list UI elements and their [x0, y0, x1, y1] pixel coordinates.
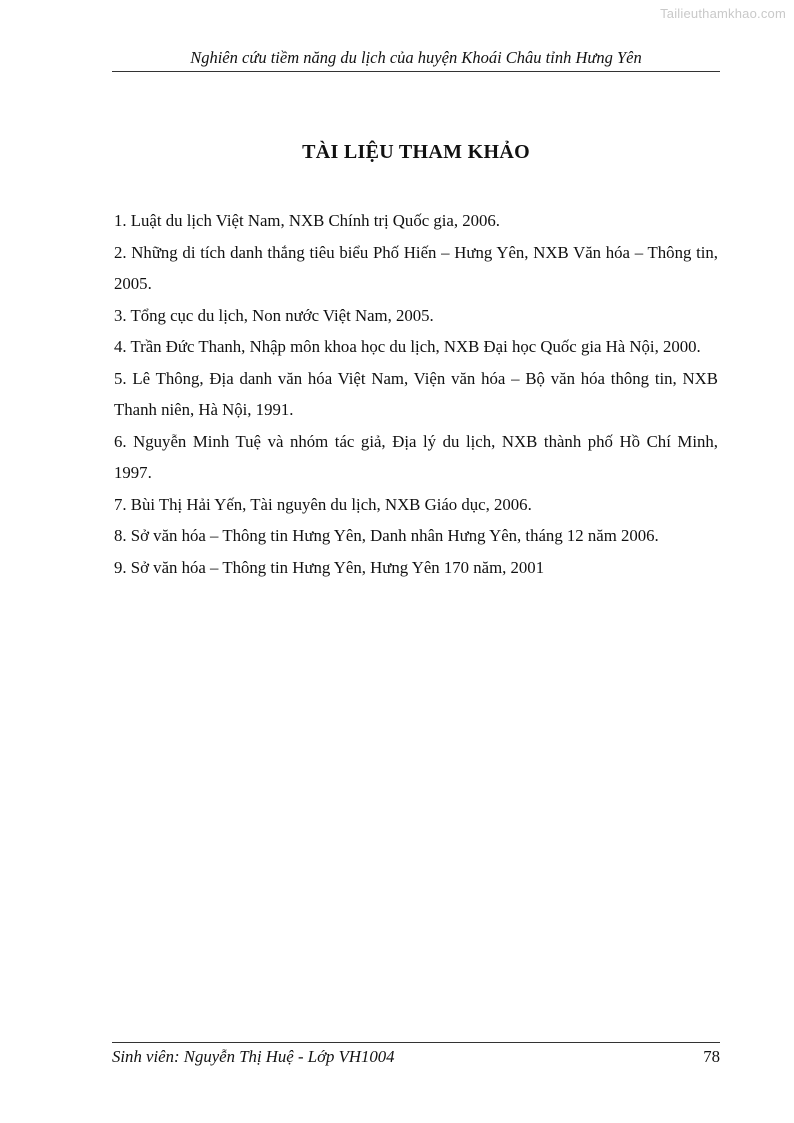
reference-item: 7. Bùi Thị Hải Yến, Tài nguyên du lịch, NXB Giáo dục, 2006.: [114, 494, 532, 514]
reference-item: 4. Trần Đức Thanh, Nhập môn khoa học du lịch, NXB Đại học Quốc gia Hà Nội, 2000.: [114, 337, 701, 356]
page-number: 78: [703, 1047, 720, 1066]
reference-item: 5. Lê Thông, Địa danh văn hóa Việt Nam, Viện văn hóa – Bộ văn hóa thông tin, NXB Thanh niên, Hà Nội, 1991.: [114, 368, 718, 419]
reference-item: 8. Sở văn hóa – Thông tin Hưng Yên, Danh nhân Hưng Yên, tháng 12 năm 2006.: [114, 526, 659, 545]
watermark: Tailieuthamkhao.com: [660, 6, 786, 21]
running-header: Nghiên cứu tiềm năng du lịch của huyện Khoái Châu tỉnh Hưng Yên: [112, 48, 720, 72]
student-info: Sinh viên: Nguyễn Thị Huệ - Lớp VH1004: [112, 1047, 395, 1066]
reference-list: [114, 205, 718, 583]
reference-item: 6. Nguyễn Minh Tuệ và nhóm tác giả, Địa lý du lịch, NXB thành phố Hồ Chí Minh, 1997.: [114, 431, 718, 482]
reference-item: 2. Những di tích danh thắng tiêu biểu Phố Hiến – Hưng Yên, NXB Văn hóa – Thông tin, 2005.: [114, 242, 718, 293]
reference-item: 9. Sở văn hóa – Thông tin Hưng Yên, Hưng Yên 170 năm, 2001: [114, 557, 545, 577]
reference-item: 3. Tổng cục du lịch, Non nước Việt Nam, 2005.: [114, 305, 434, 325]
page-title: TÀI LIỆU THAM KHẢO: [302, 141, 530, 163]
page-footer: [112, 1042, 720, 1067]
reference-item: 1. Luật du lịch Việt Nam, NXB Chính trị Quốc gia, 2006.: [114, 211, 501, 230]
